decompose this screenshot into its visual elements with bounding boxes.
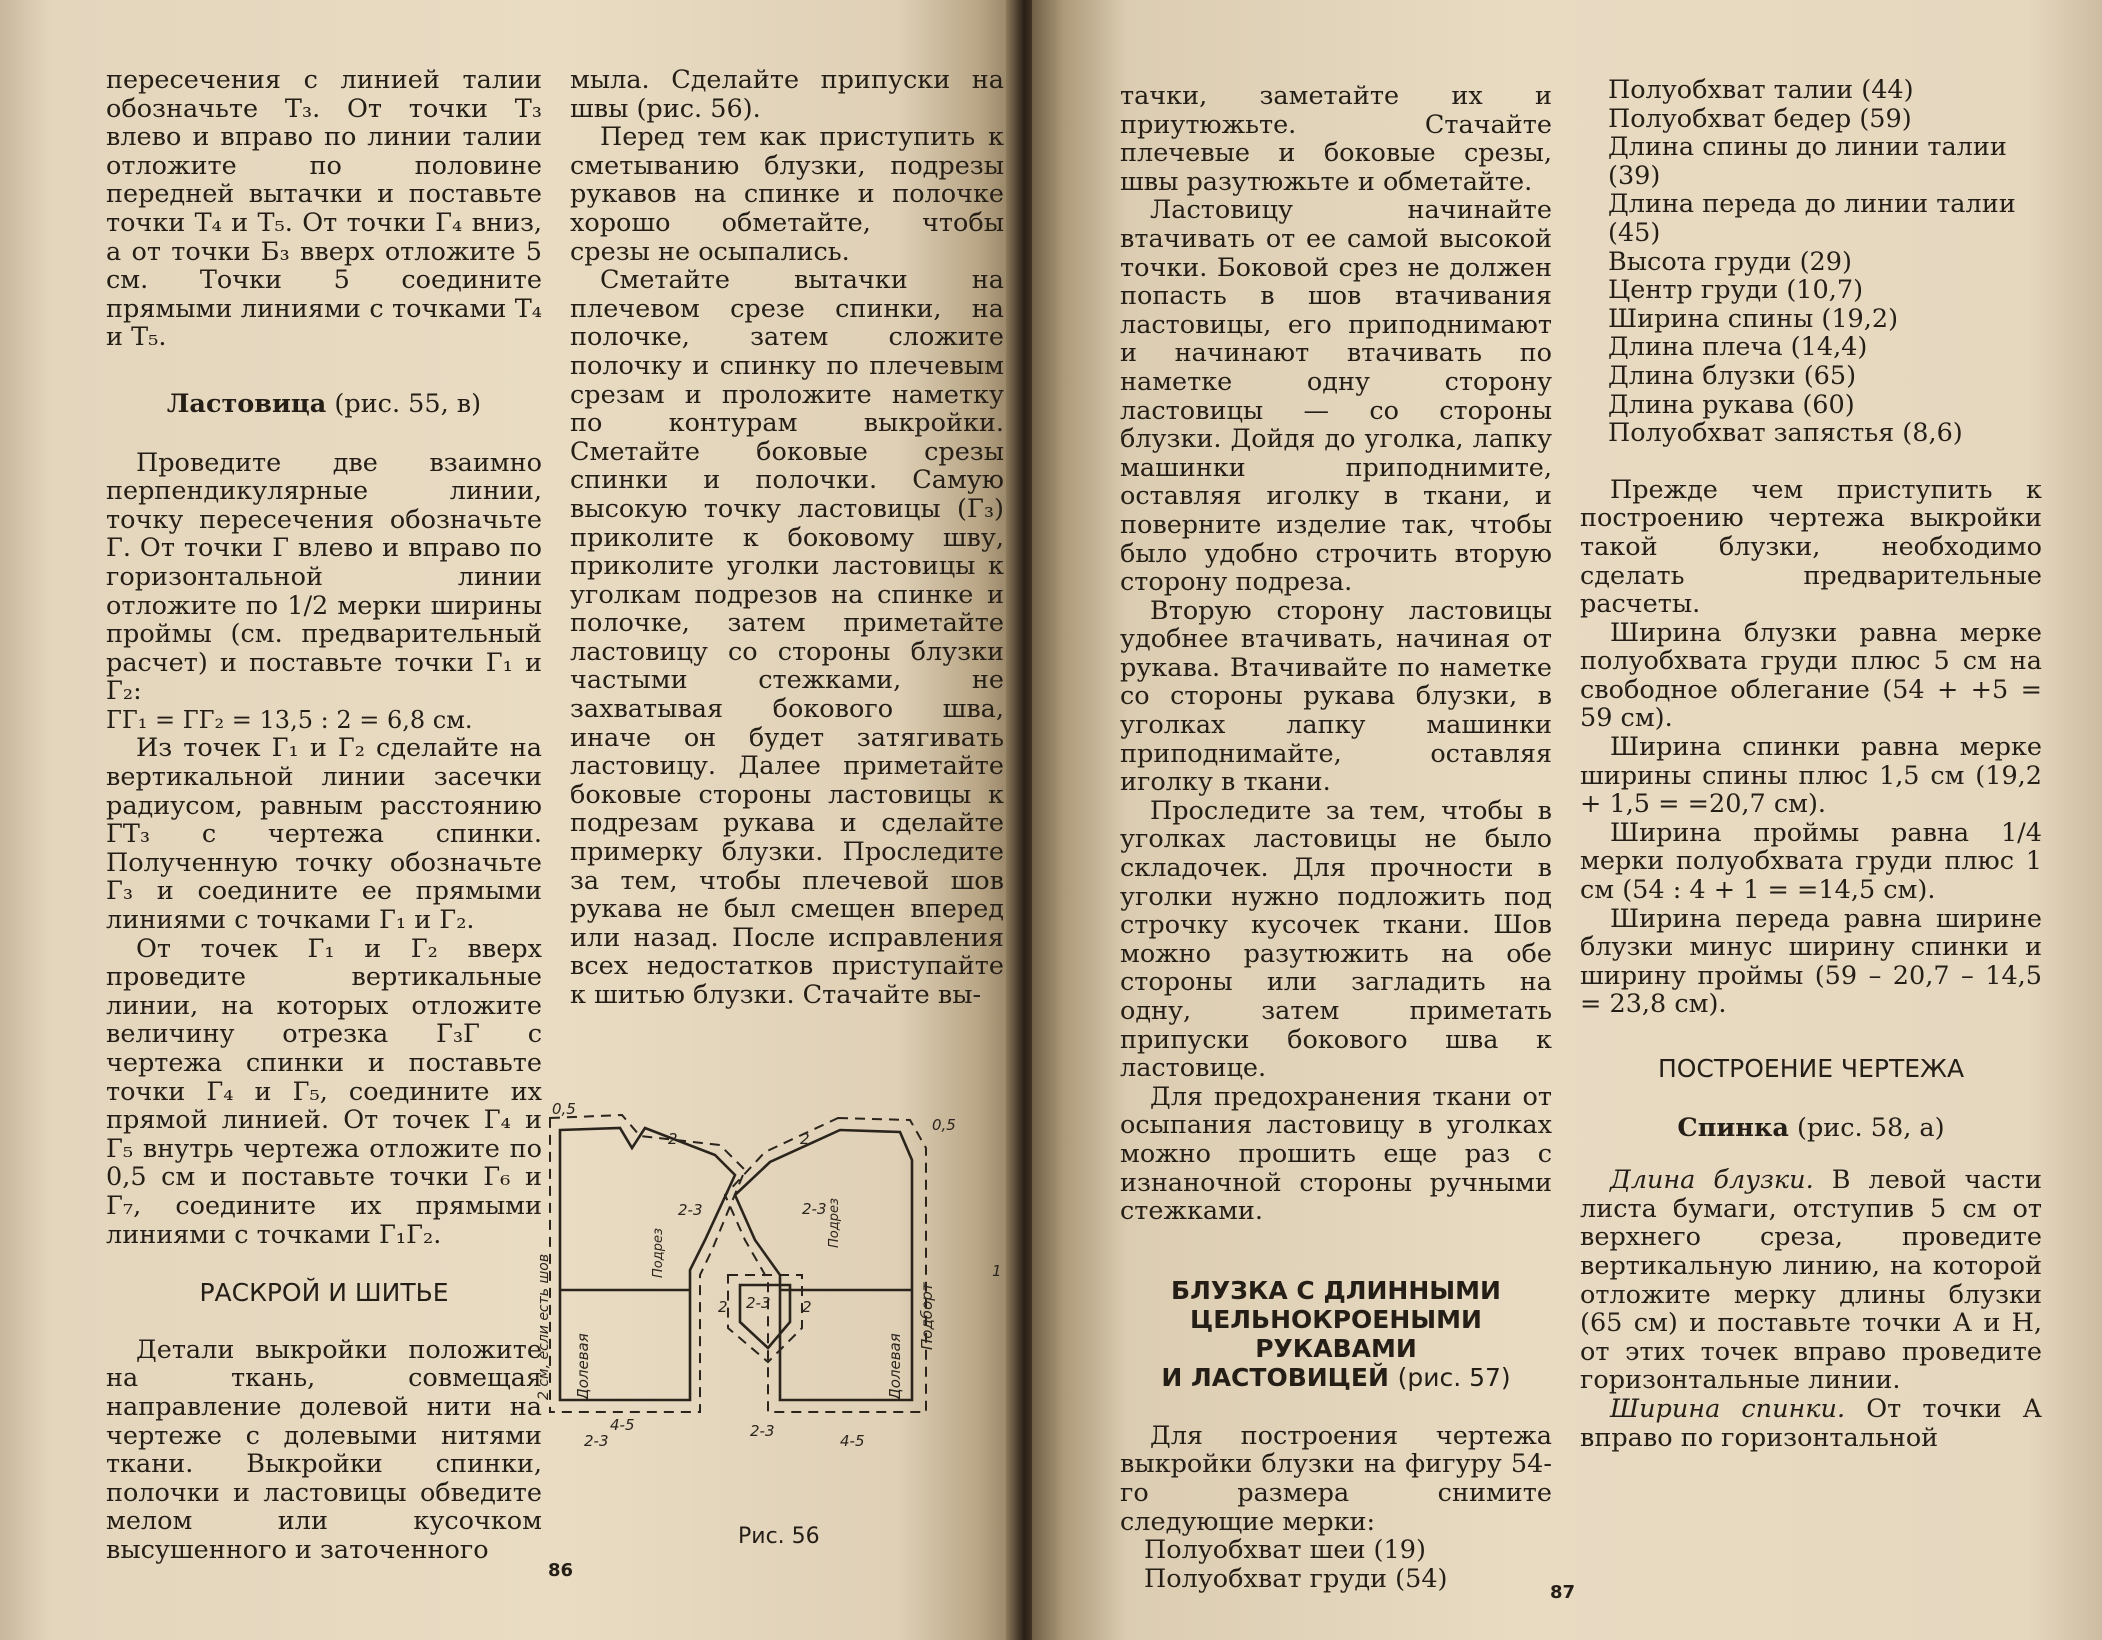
paragraph: Для предохранения ткани от осыпания ластовицу в уголках можно прошить еще раз с изнаночной стороны ручными стежками.: [1120, 1081, 1552, 1227]
title-line: БЛУЗКА С ДЛИННЫМИ: [1171, 1275, 1501, 1305]
title-line-text: И ЛАСТОВИЦЕЙ: [1161, 1362, 1389, 1392]
measurements-list-continued: [1608, 76, 2042, 448]
measurement-item: Длина спины до линии талии (39): [1608, 132, 2007, 191]
figure-label: Долевая: [886, 1333, 904, 1400]
paragraph: От точек Г₁ и Г₂ вверх проведите вертикальные линии, на которых отложите величину отрезка Г₃Г с чертежа спинки и поставьте точки Г₄ и Г₅, соедините их прямой линией. От точек Г₄ и Г₅ внутрь чертежа отложите по 0,5 см и поставьте точки Г₆ и Г₇, соедините их прямыми линиями с точками Г₁Г₂.: [106, 933, 542, 1250]
left-page: [0, 0, 1020, 1640]
right-page-column-2: [1580, 76, 2042, 1452]
title-ref: (рис. 57): [1397, 1362, 1511, 1392]
figure-label: Подрез: [827, 1198, 842, 1248]
measurement-item: Высота груди (29): [1608, 246, 1852, 277]
title-line: [1120, 1363, 1552, 1392]
paragraph: Ширина проймы равна 1/4 мерки полуобхвата груди плюс 1 см (54 : 4 + 1 = =14,5 см).: [1580, 817, 2042, 906]
measurement-item: Полуобхват бедер (59): [1608, 103, 1912, 134]
heading-bold: Спинка: [1677, 1112, 1789, 1143]
figure-label: 2-3: [584, 1432, 609, 1450]
measurement-item: Ширина спины (19,2): [1608, 303, 1899, 334]
figure-label: 2: [668, 1130, 678, 1148]
italic-lead: Длина блузки.: [1610, 1165, 1814, 1196]
measurement-item: Длина плеча (14,4): [1608, 332, 1868, 363]
measurement-item: Полуобхват запястья (8,6): [1608, 418, 1963, 449]
paragraph: Из точек Г₁ и Г₂ сделайте на вертикальной линии засечки радиусом, равным расстоянию ГТ₃ с чертежа спинки. Полученную точку обозначьте Г₃ и соедините ее прямыми линиями с точками Г₁ и Г₂.: [106, 733, 542, 936]
italic-lead: Ширина спинки.: [1610, 1393, 1846, 1424]
section-heading: РАСКРОЙ И ШИТЬЕ: [199, 1278, 449, 1308]
formula: ГГ₁ = ГГ₂ = 13,5 : 2 = 6,8 см.: [106, 705, 473, 734]
heading-ref: (рис. 55, в): [334, 388, 482, 419]
figure-label: 2: [800, 1130, 810, 1148]
figure-label: 1: [992, 1262, 1002, 1280]
paragraph: Ластовицу начинайте втачивать от ее самой высокой точки. Боковой срез не должен попасть в шов втачивания ластовицы, его приподнимают и начинают втачивать по наметке одну сторону ластовицы — со стороны блузки. Дойдя до уголка, лапку машинки приподнимите, оставляя иголку в ткани, и поверните изделие так, чтобы было удобно строчить вторую сторону подреза.: [1120, 195, 1552, 598]
figure-label: 2-3: [678, 1201, 703, 1219]
figure-label: 0,5: [932, 1116, 956, 1134]
paragraph: Ширина блузки равна мерке полуобхвата груди плюс 5 см на свободное облегание (54 + +5 = 59 см).: [1580, 617, 2042, 734]
figure-label: 4-5: [610, 1416, 635, 1434]
page-number: 87: [1550, 1582, 1576, 1603]
figure-label: 2 см, если есть шов: [536, 1253, 552, 1400]
title-line: РУКАВАМИ: [1255, 1333, 1417, 1363]
measurement-item: Длина переда до линии талии (45): [1608, 189, 2016, 248]
left-page-column-1: [106, 66, 542, 1565]
paragraph: Перед тем как приступить к сметыванию блузки, подрезы рукавов на спинке и полочке хорошо обметайте, чтобы срезы не осыпались.: [570, 122, 1004, 267]
paragraph: [1580, 1166, 2042, 1395]
measurement-item: Полуобхват талии (44): [1608, 75, 1914, 105]
measurements-list: [1144, 1536, 1552, 1593]
right-page-column-1: [1120, 82, 1552, 1593]
title-line: ЦЕЛЬНОКРОЕНЫМИ: [1190, 1304, 1482, 1334]
paragraph: Сметайте вытачки на плечевом срезе спинки, на полочке, затем сложите полочку и спинку по плечевым срезам и проложите наметку по контурам выкройки. Сметайте боковые срезы спинки и полочки. Самую высокую точку ластовицы (Г₃) приколите к боковому шву, приколите уголки ластовицы к уголкам подрезов на спинке и полочке, затем приметайте ластовицу со стороны блузки частыми стежками, не захватывая бокового шва, иначе он будет затягивать ластовицу. Далее приметайте боковые стороны ластовицы к подрезам рукава и сделайте примерку блузки. Проследите за тем, чтобы плечевой шов рукава не был смещен вперед или назад. После исправления всех недостатков приступайте к шитью блузки. Стачайте вы-: [570, 265, 1004, 1010]
figure-label: 2: [718, 1298, 728, 1316]
figure-label: Подборт: [918, 1282, 936, 1350]
left-page-column-2: [570, 66, 1004, 1010]
figure-caption: Рис. 56: [738, 1524, 820, 1549]
pattern-figure-56: [536, 1100, 1010, 1500]
figure-label: 0,5: [552, 1100, 576, 1118]
figure-label: 2-3: [802, 1200, 827, 1218]
heading-bold: Ластовица: [166, 388, 327, 419]
measurement-item: Полуобхват шеи (19): [1144, 1535, 1426, 1566]
paragraph: Ширина спинки равна мерке ширины спины плюс 1,5 см (19,2 + 1,5 = =20,7 см).: [1580, 732, 2042, 820]
measurement-item: Полуобхват груди (54): [1144, 1563, 1448, 1594]
figure-label: 2: [802, 1298, 812, 1316]
figure-label: 2-3: [746, 1294, 771, 1312]
section-heading: ПОСТРОЕНИЕ ЧЕРТЕЖА: [1657, 1054, 1965, 1083]
paragraph: Детали выкройки положите на ткань, совмещая направление долевой нити на чертеже с долевыми нитями ткани. Выкройки спинки, полочки и ластовицы обведите мелом или кусочком высушенного и заточенного: [106, 1334, 542, 1565]
paragraph-text: В левой части листа бумаги, отступив 5 см от верхнего среза, проведите вертикальную линию, на которой отложите мерку длины блузки (65 см) и поставьте точки А и Н, от этих точек вправо проведите горизонтальные линии.: [1580, 1165, 2042, 1396]
blouse-section-title: [1120, 1276, 1552, 1392]
paragraph-text: От точки А вправо по горизонтальной: [1580, 1393, 2042, 1453]
measurement-item: Длина рукава (60): [1608, 389, 1855, 420]
paragraph: Проследите за тем, чтобы в уголках ластовицы не было складочек. Для прочности в уголки нужно подложить под строчку кусочек ткани. Шов можно разутюжить на обе стороны или загладить на одну, затем приметать припуски бокового шва к ластовице.: [1120, 795, 1552, 1084]
paragraph: пересечения с линией талии обозначьте Т₃. От точки Т₃ влево и вправо по линии талии отложите по половине передней вытачки и поставьте точки Т₄ и Т₅. От точки Г₄ вниз, а от точки Б₃ вверх отложите 5 см. Точки 5 соедините прямыми линиями с точками Т₄ и Т₅.: [106, 65, 542, 353]
spinka-heading: [1580, 1114, 2042, 1143]
figure-label: 4-5: [840, 1432, 865, 1450]
right-page: [1032, 0, 2102, 1640]
paragraph: Для построения чертежа выкройки блузки на фигуру 54-го размера снимите следующие мерки:: [1120, 1420, 1552, 1537]
paragraph: Прежде чем приступить к построению чертежа выкройки такой блузки, необходимо сделать предварительные расчеты.: [1580, 474, 2042, 620]
paragraph: Ширина переда равна ширине блузки минус ширину спинки и ширину проймы (59 – 20,7 – 14,5 = 23,8 см).: [1580, 903, 2042, 1020]
paragraph: Вторую сторону ластовицы удобнее втачивать, начиная от рукава. Втачивайте по наметке со стороны рукава блузки, в уголках лапку машинки приподнимайте, оставляя иголку в ткани.: [1120, 595, 1552, 798]
paragraph: Проведите две взаимно перпендикулярные линии, точку пересечения обозначьте Г. От точки Г влево и вправо по горизонтальной линии отложите по 1/2 мерки ширины проймы (см. предварительный расчет) и поставьте точки Г₁ и Г₂:: [106, 447, 542, 707]
paragraph: тачки, заметайте их и приутюжьте. Стачайте плечевые и боковые срезы, швы разутюжьте и обметайте.: [1120, 81, 1552, 197]
figure-label: Долевая: [574, 1333, 592, 1400]
measurement-item: Длина блузки (65): [1608, 360, 1857, 391]
figure-label: Подрез: [651, 1228, 666, 1278]
lastovica-heading: [106, 390, 542, 419]
page-number: 86: [548, 1560, 574, 1581]
paragraph: [1580, 1395, 2042, 1452]
figure-label: 2-3: [750, 1422, 775, 1440]
measurement-item: Центр груди (10,7): [1608, 275, 1864, 306]
heading-ref: (рис. 58, а): [1797, 1112, 1945, 1143]
paragraph: мыла. Сделайте припуски на швы (рис. 56).: [570, 65, 1004, 124]
